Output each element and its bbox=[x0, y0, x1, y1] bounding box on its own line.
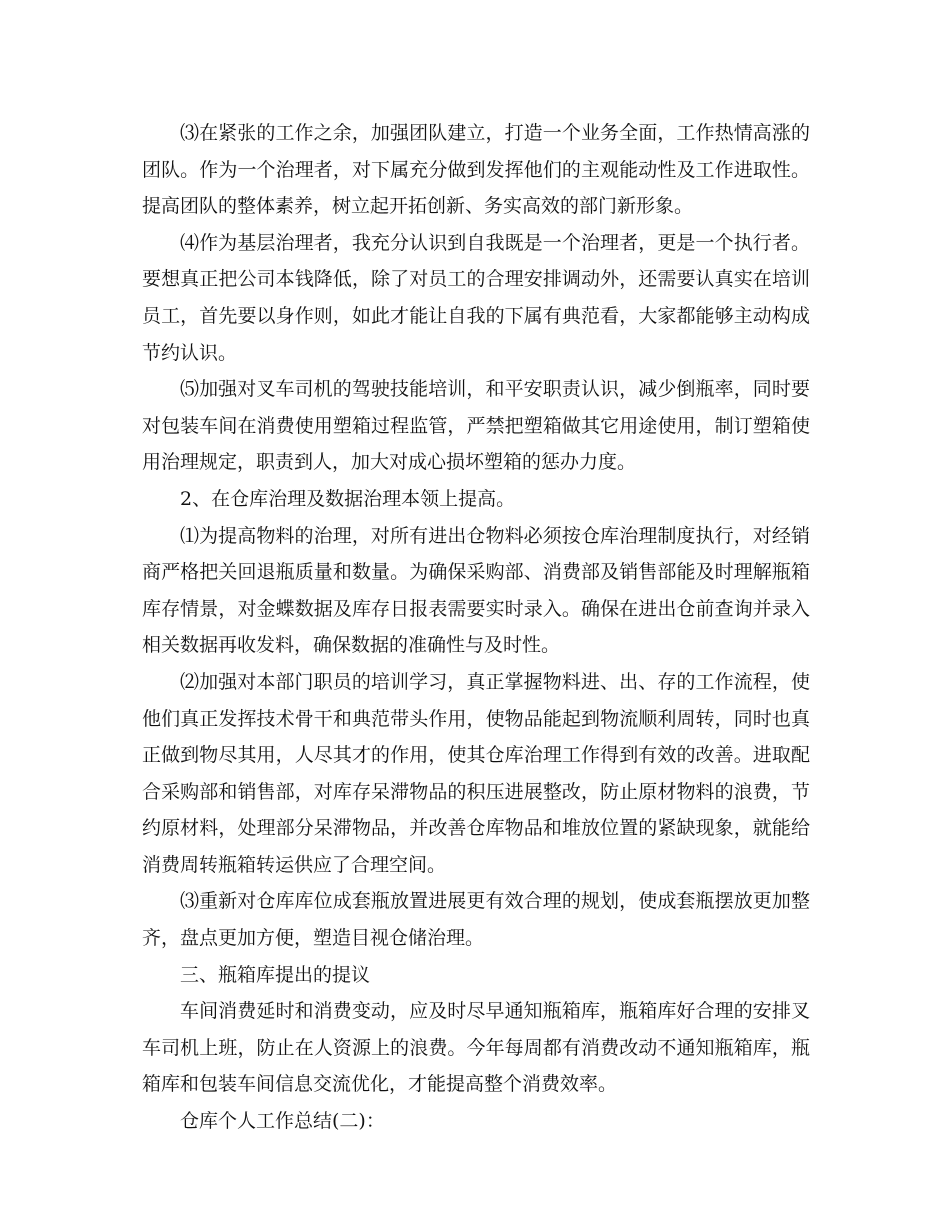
section-heading-summary-two: 仓库个人工作总结(二)： bbox=[180, 1110, 385, 1133]
paragraph-staff-training: ⑵加强对本部门职员的培训学习，真正掌握物料进、出、存的工作流程，使他们真正发挥技术骨干和典范带头作用，使物品能起到物流顺利周转，同时也真正做到物尽其用，人尽其才的作用，使其仓库治理工作得到有效的改善。进取配合采购部和销售部，对库存呆滞物品的积压进展整改，防止原材物料的浪费，节约原材料，处理部分呆滞物品，并改善仓库物品和堆放位置的紧缺现象，就能给消费周转瓶箱转运供应了合理空间。 bbox=[142, 670, 810, 876]
paragraph-material-management: ⑴为提高物料的治理，对所有进出仓物料必须按仓库治理制度执行，对经销商严格把关回退瓶质量和数量。为确保采购部、消费部及销售部能及时理解瓶箱库存情景，对金蝶数据及库存日报表需要实时录入。确保在进出仓前查询并录入相关数据再收发料，确保数据的准确性与及时性。 bbox=[142, 524, 810, 657]
paragraph-forklift-training: ⑸加强对叉车司机的驾驶技能培训，和平安职责认识，减少倒瓶率，同时要对包装车间在消费使用塑箱过程监管，严禁把塑箱做其它用途使用，制订塑箱使用治理规定，职责到人，加大对成心损坏塑箱的惩办力度。 bbox=[142, 378, 810, 474]
document-body bbox=[142, 115, 810, 1140]
section-heading-suggestions: 三、瓶箱库提出的提议 bbox=[180, 963, 371, 986]
section-heading-warehouse-management: 2、在仓库治理及数据治理本领上提高。 bbox=[180, 487, 516, 510]
paragraph-workshop-suggestion: 车间消费延时和消费变动，应及时尽早通知瓶箱库，瓶箱库好合理的安排叉车司机上班，防止在人资源上的浪费。今年每周都有消费改动不通知瓶箱库，瓶箱库和包装车间信息交流优化，才能提高整个消费效率。 bbox=[142, 1000, 810, 1096]
paragraph-storage-planning: ⑶重新对仓库库位成套瓶放置进展更有效合理的规划，使成套瓶摆放更加整齐，盘点更加方便，塑造目视仓储治理。 bbox=[142, 890, 810, 950]
paragraph-manager-role: ⑷作为基层治理者，我充分认识到自我既是一个治理者，更是一个执行者。要想真正把公司本钱降低，除了对员工的合理安排调动外，还需要认真实在培训员工，首先要以身作则，如此才能让自我的下属有典范看，大家都能够主动构成节约认识。 bbox=[142, 231, 810, 364]
paragraph-team-building: ⑶在紧张的工作之余，加强团队建立，打造一个业务全面，工作热情高涨的团队。作为一个治理者，对下属充分做到发挥他们的主观能动性及工作进取性。提高团队的整体素养，树立起开拓创新、务实高效的部门新形象。 bbox=[142, 122, 810, 218]
